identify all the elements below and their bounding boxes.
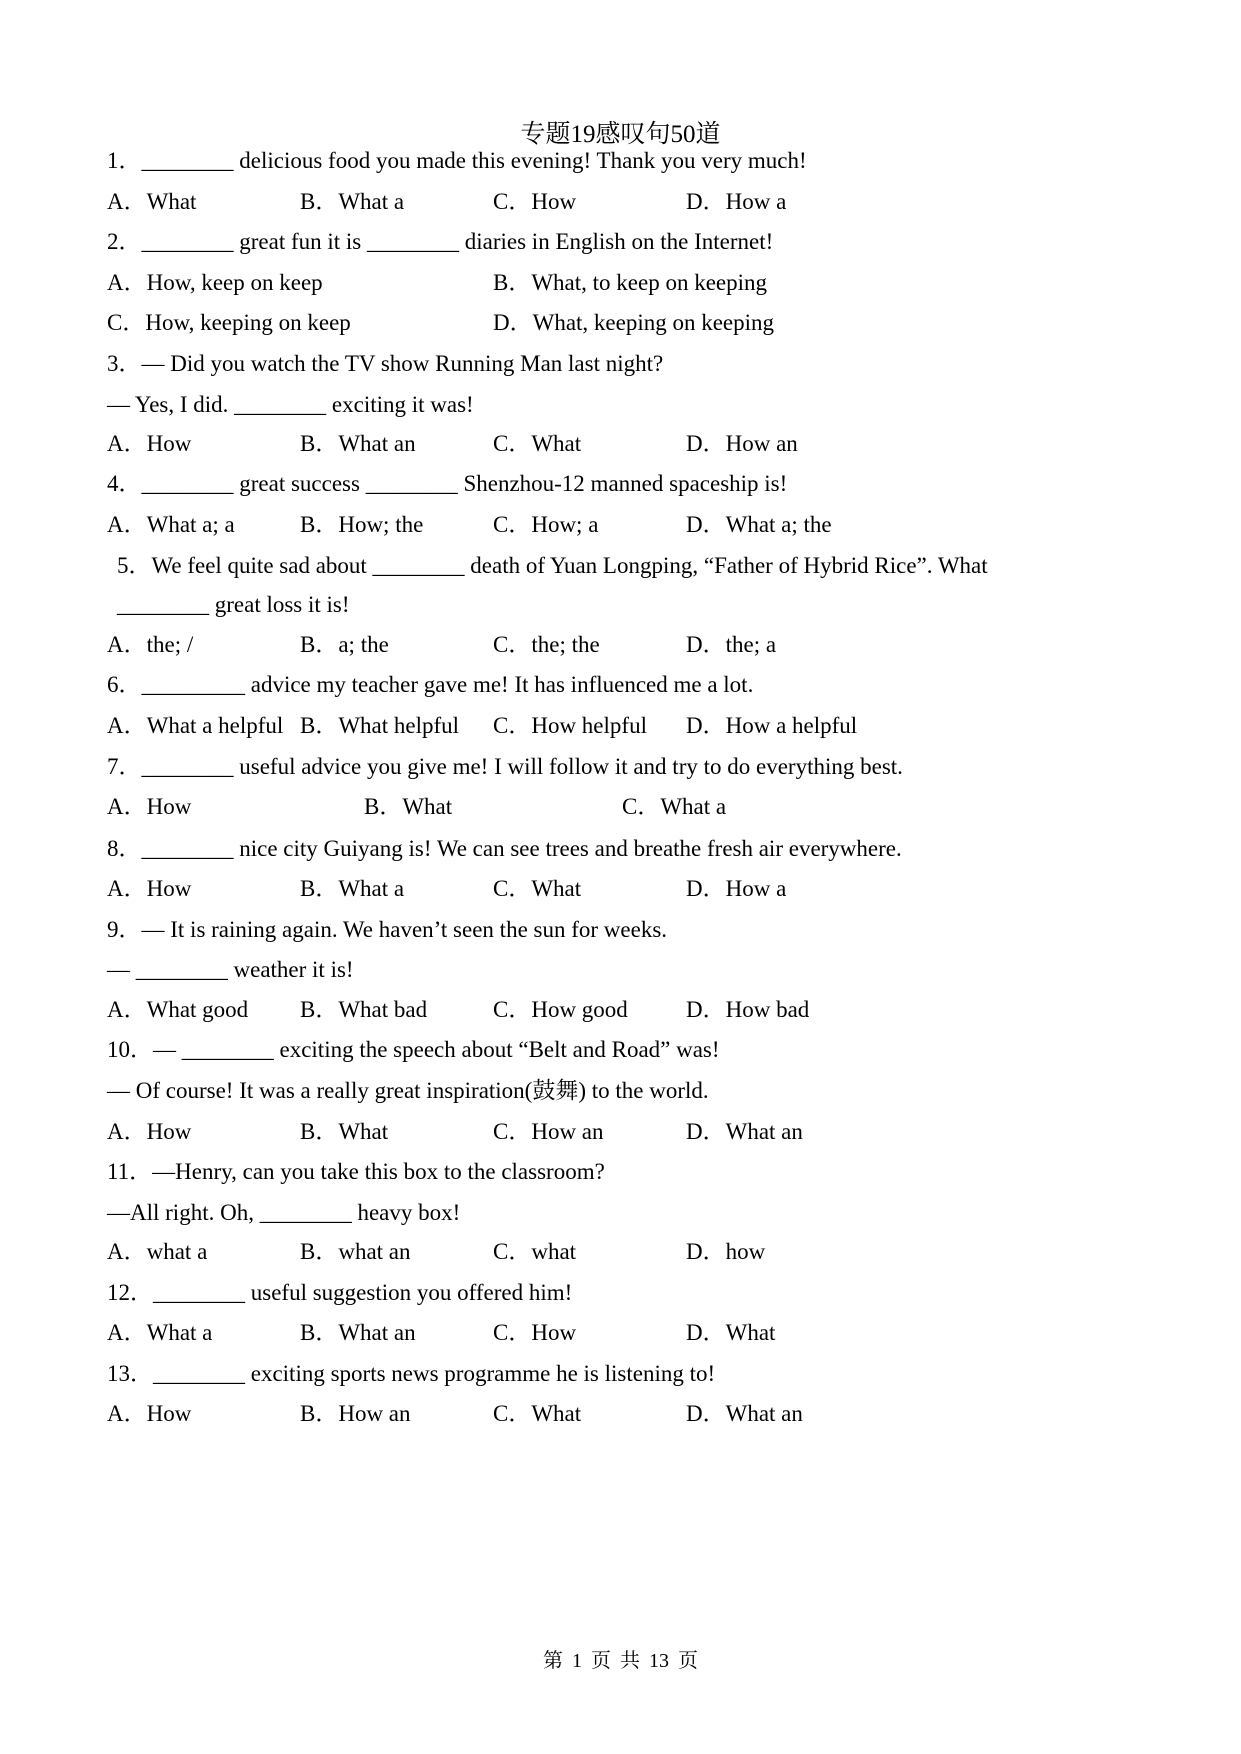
question-11-option-a: A．what a	[107, 1239, 208, 1264]
question-13-option-a: A．How	[107, 1401, 192, 1426]
question-11-option-d: D．how	[686, 1239, 766, 1264]
question-8-option-d: D．How a	[686, 876, 787, 901]
question-10-option-c: C．How an	[493, 1119, 604, 1144]
question-4-option-a: A．What a; a	[107, 512, 235, 537]
question-1-option-d: D．How a	[686, 189, 787, 214]
question-10-option-d: D．What an	[686, 1119, 803, 1144]
question-13-stem: 13．________ exciting sports news programme he is listening to!	[107, 1361, 716, 1386]
question-3-reply: — Yes, I did. ________ exciting it was!	[107, 392, 474, 417]
question-7-option-c: C．What a	[622, 794, 727, 819]
question-3-option-a: A．How	[107, 431, 192, 456]
question-3-option-b: B．What an	[300, 431, 416, 456]
question-9-option-c: C．How good	[493, 997, 628, 1022]
question-3-stem: 3．— Did you watch the TV show Running Man last night?	[107, 351, 664, 376]
question-13-option-c: C．What	[493, 1401, 582, 1426]
question-1-option-b: B．What a	[300, 189, 405, 214]
question-8-option-c: C．What	[493, 876, 582, 901]
question-1-option-c: C．How	[493, 189, 577, 214]
question-11-reply: —All right. Oh, ________ heavy box!	[107, 1200, 461, 1225]
question-13-option-b: B．How an	[300, 1401, 411, 1426]
question-2-option-b: B．What, to keep on keeping	[493, 270, 768, 295]
question-8-option-a: A．How	[107, 876, 192, 901]
question-10-option-b: B．What	[300, 1119, 389, 1144]
question-4-option-c: C．How; a	[493, 512, 599, 537]
question-6-option-b: B．What helpful	[300, 713, 460, 738]
question-5-option-d: D．the; a	[686, 632, 777, 657]
question-13-option-d: D．What an	[686, 1401, 803, 1426]
question-4-option-b: B．How; the	[300, 512, 424, 537]
question-2-option-c: C．How, keeping on keep	[107, 310, 351, 335]
question-10-option-a: A．How	[107, 1119, 192, 1144]
question-12-option-a: A．What a	[107, 1320, 213, 1345]
question-6-stem: 6．_________ advice my teacher gave me! It has influenced me a lot.	[107, 672, 754, 697]
question-11-option-b: B．what an	[300, 1239, 411, 1264]
question-3-option-c: C．What	[493, 431, 582, 456]
question-4-option-d: D．What a; the	[686, 512, 832, 537]
question-9-stem: 9．— It is raining again. We haven’t seen the sun for weeks.	[107, 917, 668, 942]
question-8-stem: 8．________ nice city Guiyang is! We can see trees and breathe fresh air everywhere.	[107, 836, 902, 861]
question-3-option-d: D．How an	[686, 431, 798, 456]
question-5-option-a: A．the; /	[107, 632, 194, 657]
question-12-option-b: B．What an	[300, 1320, 416, 1345]
question-10-reply: — Of course! It was a really great inspiration(鼓舞) to the world.	[107, 1078, 709, 1103]
question-2-option-d: D．What, keeping on keeping	[493, 310, 775, 335]
question-2-stem: 2．________ great fun it is ________ diaries in English on the Internet!	[107, 229, 774, 254]
question-1-stem: 1．________ delicious food you made this evening! Thank you very much!	[107, 148, 807, 173]
question-8-option-b: B．What a	[300, 876, 405, 901]
question-12-stem: 12．________ useful suggestion you offered him!	[107, 1280, 573, 1305]
question-5-option-c: C．the; the	[493, 632, 600, 657]
question-9-reply: — ________ weather it is!	[107, 957, 354, 982]
page-footer: 第 1 页 共 13 页	[543, 1650, 698, 1672]
question-6-option-d: D．How a helpful	[686, 713, 858, 738]
question-2-option-a: A．How, keep on keep	[107, 270, 323, 295]
question-4-stem: 4．________ great success ________ Shenzhou-12 manned spaceship is!	[107, 471, 788, 496]
question-10-stem: 10．— ________ exciting the speech about “Belt and Road” was!	[107, 1037, 720, 1062]
page-title: 专题19感叹句50道	[520, 121, 721, 148]
question-9-option-d: D．How bad	[686, 997, 810, 1022]
question-7-option-a: A．How	[107, 794, 192, 819]
question-11-stem: 11．—Henry, can you take this box to the classroom?	[107, 1159, 605, 1184]
question-11-option-c: C．what	[493, 1239, 577, 1264]
question-7-stem: 7．________ useful advice you give me! I will follow it and try to do everything best.	[107, 754, 903, 779]
question-5-stem-continued: ________ great loss it is!	[117, 592, 350, 617]
question-6-option-c: C．How helpful	[493, 713, 647, 738]
question-1-option-a: A．What	[107, 189, 197, 214]
question-5-stem: 5．We feel quite sad about ________ death of Yuan Longping, “Father of Hybrid Rice”. What	[117, 553, 988, 578]
question-12-option-c: C．How	[493, 1320, 577, 1345]
question-12-option-d: D．What	[686, 1320, 776, 1345]
question-9-option-b: B．What bad	[300, 997, 428, 1022]
question-9-option-a: A．What good	[107, 997, 249, 1022]
question-7-option-b: B．What	[364, 794, 453, 819]
question-6-option-a: A．What a helpful	[107, 713, 284, 738]
question-5-option-b: B．a; the	[300, 632, 389, 657]
